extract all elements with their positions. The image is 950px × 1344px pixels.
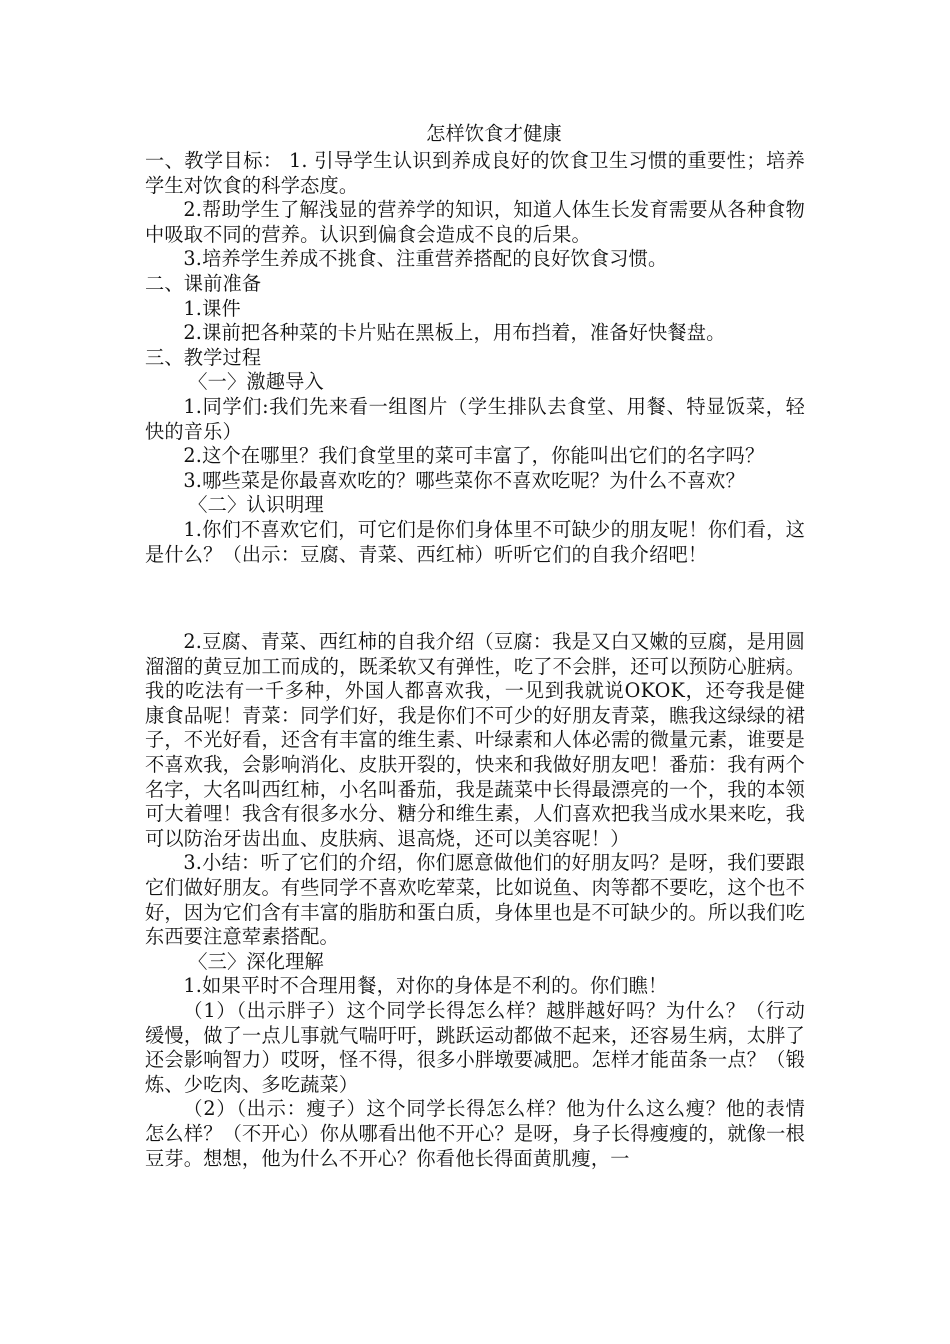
- document-body: [145, 149, 805, 1171]
- body-paragraph: 1.课件: [183, 296, 241, 320]
- body-paragraph: 1.你们不喜欢它们，可它们是你们身体里不可缺少的朋友呢！你们看，这是什么？（出示：豆腐、青菜、西红柿）听听它们的自我介绍吧！: [145, 517, 805, 566]
- body-paragraph: 3.培养学生养成不挑食、注重营养搭配的良好饮食习惯。: [183, 247, 668, 271]
- document-page: [145, 118, 805, 1171]
- body-paragraph: 2.这个在哪里？我们食堂里的菜可丰富了，你能叫出它们的名字吗？: [183, 444, 765, 468]
- subsection-heading: 〈二〉认识明理: [188, 493, 324, 517]
- body-paragraph: 2.帮助学生了解浅显的营养学的知识，知道人体生长发育需要从各种食物中吸取不同的营养。认识到偏食会造成不良的后果。: [145, 198, 805, 246]
- section-heading-paragraph: 一、教学目标： 1. 引导学生认识到养成良好的饮食卫生习惯的重要性；培养学生对饮食的科学态度。: [145, 149, 805, 197]
- section-heading-paragraph: 三、教学过程: [145, 345, 262, 369]
- body-paragraph: （2）（出示：瘦子）这个同学长得怎么样？他为什么这么瘦？他的表情怎么样？（不开心）你从哪看出他不开心？是呀，身子长得瘦瘦的，就像一根豆芽。想想，他为什么不开心？你看他长得面黄肌瘦，一: [145, 1097, 805, 1170]
- blank-line: [145, 586, 805, 611]
- body-paragraph: （1）（出示胖子）这个同学长得怎么样？越胖越好吗？为什么？（行动缓慢，做了一点儿事就气喘吁吁，跳跃运动都做不起来，还容易生病，太胖了还会影响智力）哎呀，怪不得，很多小胖墩要减肥。怎样才能苗条一点？（锻炼、少吃肉、多吃蔬菜）: [145, 998, 805, 1096]
- section-heading-paragraph: 二、课前准备: [145, 271, 262, 295]
- subsection-heading: 〈一〉激趣导入: [188, 370, 324, 394]
- subsection-heading: 〈三〉深化理解: [188, 949, 324, 973]
- body-paragraph: 2.课前把各种菜的卡片贴在黑板上，用布挡着，准备好快餐盘。: [183, 321, 726, 345]
- body-paragraph: 1.同学们:我们先来看一组图片（学生排队去食堂、用餐、特显饭菜，轻快的音乐）: [145, 394, 805, 443]
- body-paragraph: 1.如果平时不合理用餐，对你的身体是不利的。你们瞧！: [183, 974, 668, 998]
- body-paragraph: 3.哪些菜是你最喜欢吃的？哪些菜你不喜欢吃呢？为什么不喜欢？: [183, 468, 745, 492]
- body-paragraph: 2.豆腐、青菜、西红柿的自我介绍（豆腐：我是又白又嫩的豆腐，是用圆溜溜的黄豆加工而成的，既柔软又有弹性，吃了不会胖，还可以预防心脏病。我的吃法有一千多种，外国人都喜欢我，一见到我就说OKOK，还夸我是健康食品呢！青菜：同学们好，我是你们不可少的好朋友青菜，瞧我这绿绿的裙子，不光好看，还含有丰富的维生素、叶绿素和人体必需的微量元素，谁要是不喜欢我，会影响消化、皮肤开裂的，快来和我做好朋友吧！番茄：我有两个名字，大名叫西红柿，小名叫番茄，我是蔬菜中长得最漂亮的一个，我的本领可大着哩！我含有很多水分、糖分和维生素，人们喜欢把我当成水果来吃，我可以防治牙齿出血、皮肤病、退高烧，还可以美容呢！）: [145, 630, 805, 850]
- body-paragraph: 3.小结：听了它们的介绍，你们愿意做他们的好朋友吗？是呀，我们要跟它们做好朋友。有些同学不喜欢吃荤菜，比如说鱼、肉等都不要吃，这个也不好，因为它们含有丰富的脂肪和蛋白质，身体里也是不可缺少的。所以我们吃东西要注意荤素搭配。: [145, 851, 805, 949]
- document-title: 怎样饮食才健康: [426, 122, 562, 145]
